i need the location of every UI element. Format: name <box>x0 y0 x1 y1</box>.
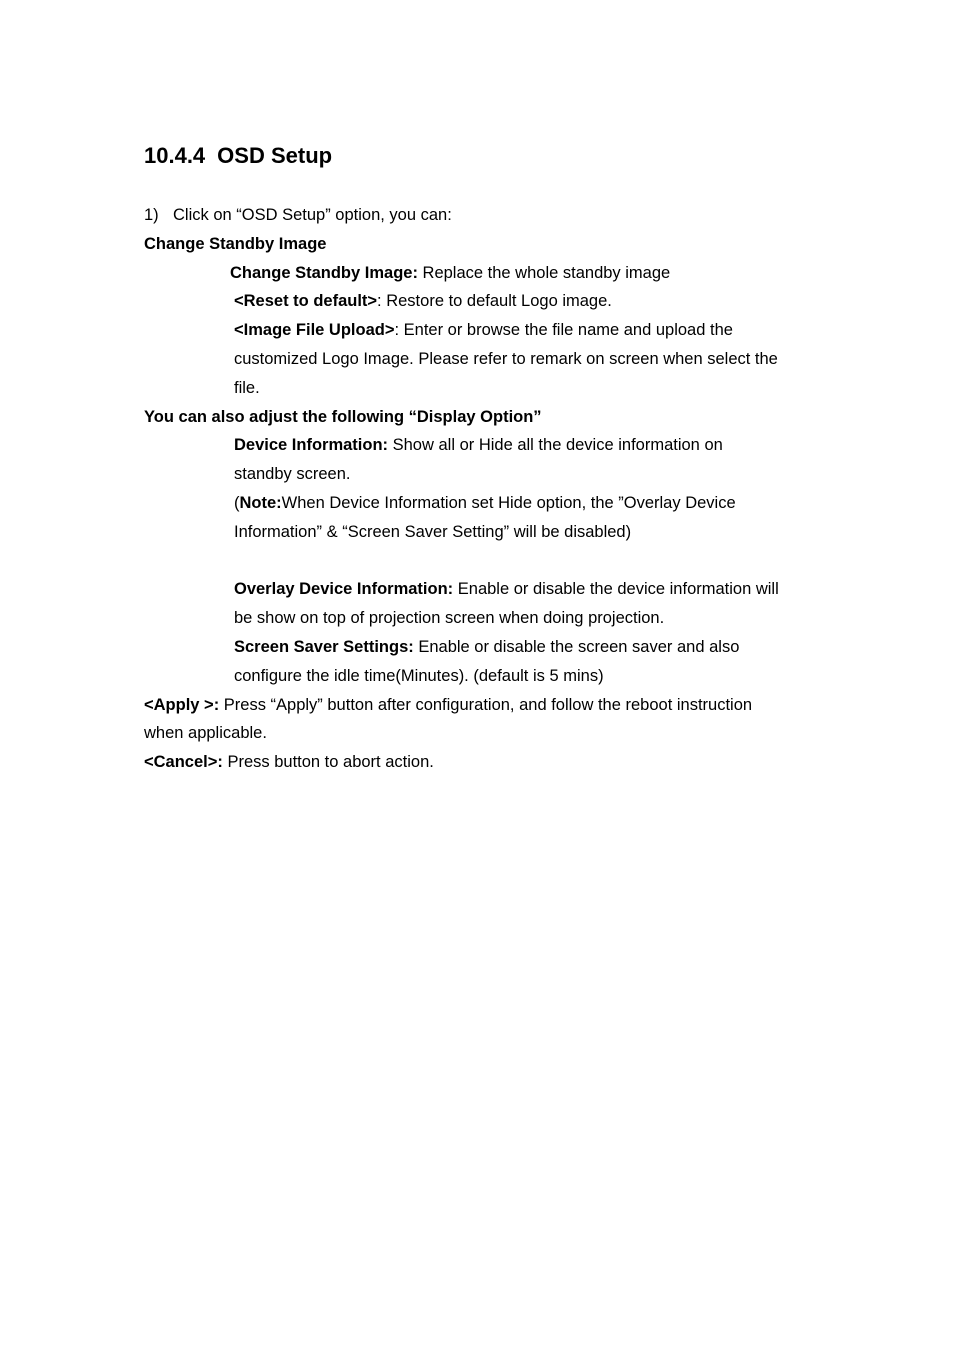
image-upload-line-2: customized Logo Image. Please refer to remark on screen when select the <box>234 349 778 368</box>
intro-text: Click on “OSD Setup” option, you can: <box>173 206 452 224</box>
section-number: 10.4.4 <box>144 143 206 168</box>
cancel-text: Press button to abort action. <box>222 753 434 772</box>
reset-default-label: <Reset to default> <box>234 292 378 311</box>
section-title: OSD Setup <box>217 143 333 168</box>
display-option-heading-text: You can also adjust the following “Display Option” <box>144 407 542 426</box>
note-open-paren: ( <box>234 493 240 512</box>
apply-line-2: when applicable. <box>144 724 267 743</box>
note-line-2: Information” & “Screen Saver Setting” will be disabled) <box>234 522 632 541</box>
screen-saver-line <box>144 633 824 662</box>
blank-line <box>144 547 824 576</box>
note-label: Note: <box>239 493 282 512</box>
note-line <box>144 489 824 518</box>
list-number: 1) <box>144 206 159 224</box>
image-upload-label: <Image File Upload> <box>234 321 395 340</box>
device-info-label: Device Information: <box>234 436 389 455</box>
apply-line <box>144 691 824 720</box>
change-standby-label: Change Standby Image: <box>230 263 418 282</box>
section-heading <box>144 143 332 169</box>
intro-line <box>144 201 824 230</box>
overlay-info-line <box>144 575 824 604</box>
screen-saver-line-2: configure the idle time(Minutes). (default is 5 mins) <box>234 666 604 685</box>
note-text: When Device Information set Hide option, the ”Overlay Device <box>281 493 736 512</box>
overlay-info-text: Enable or disable the device information will <box>453 580 779 599</box>
cancel-label: <Cancel>: <box>144 753 223 772</box>
reset-default-line <box>144 287 824 316</box>
image-upload-text: : Enter or browse the file name and upload the <box>394 321 733 340</box>
apply-text: Press “Apply” button after configuration, and follow the reboot instruction <box>219 695 753 714</box>
overlay-info-label: Overlay Device Information: <box>234 580 454 599</box>
change-standby-text: Replace the whole standby image <box>417 263 671 282</box>
cancel-line <box>144 748 824 777</box>
document-body <box>144 201 824 777</box>
apply-label: <Apply >: <box>144 695 220 714</box>
image-upload-line-3: file. <box>234 378 260 397</box>
image-upload-line <box>144 316 824 345</box>
standby-heading-text: Change Standby Image <box>144 234 327 253</box>
device-info-line <box>144 431 824 460</box>
screen-saver-text: Enable or disable the screen saver and also <box>413 637 740 656</box>
change-standby-line <box>144 259 824 288</box>
overlay-info-line-2: be show on top of projection screen when doing projection. <box>234 609 665 628</box>
screen-saver-label: Screen Saver Settings: <box>234 637 414 656</box>
device-info-text: Show all or Hide all the device information on <box>388 436 723 455</box>
display-option-heading <box>144 403 824 432</box>
device-info-line-2: standby screen. <box>234 465 351 484</box>
standby-heading <box>144 230 824 259</box>
reset-default-text: : Restore to default Logo image. <box>377 292 612 311</box>
